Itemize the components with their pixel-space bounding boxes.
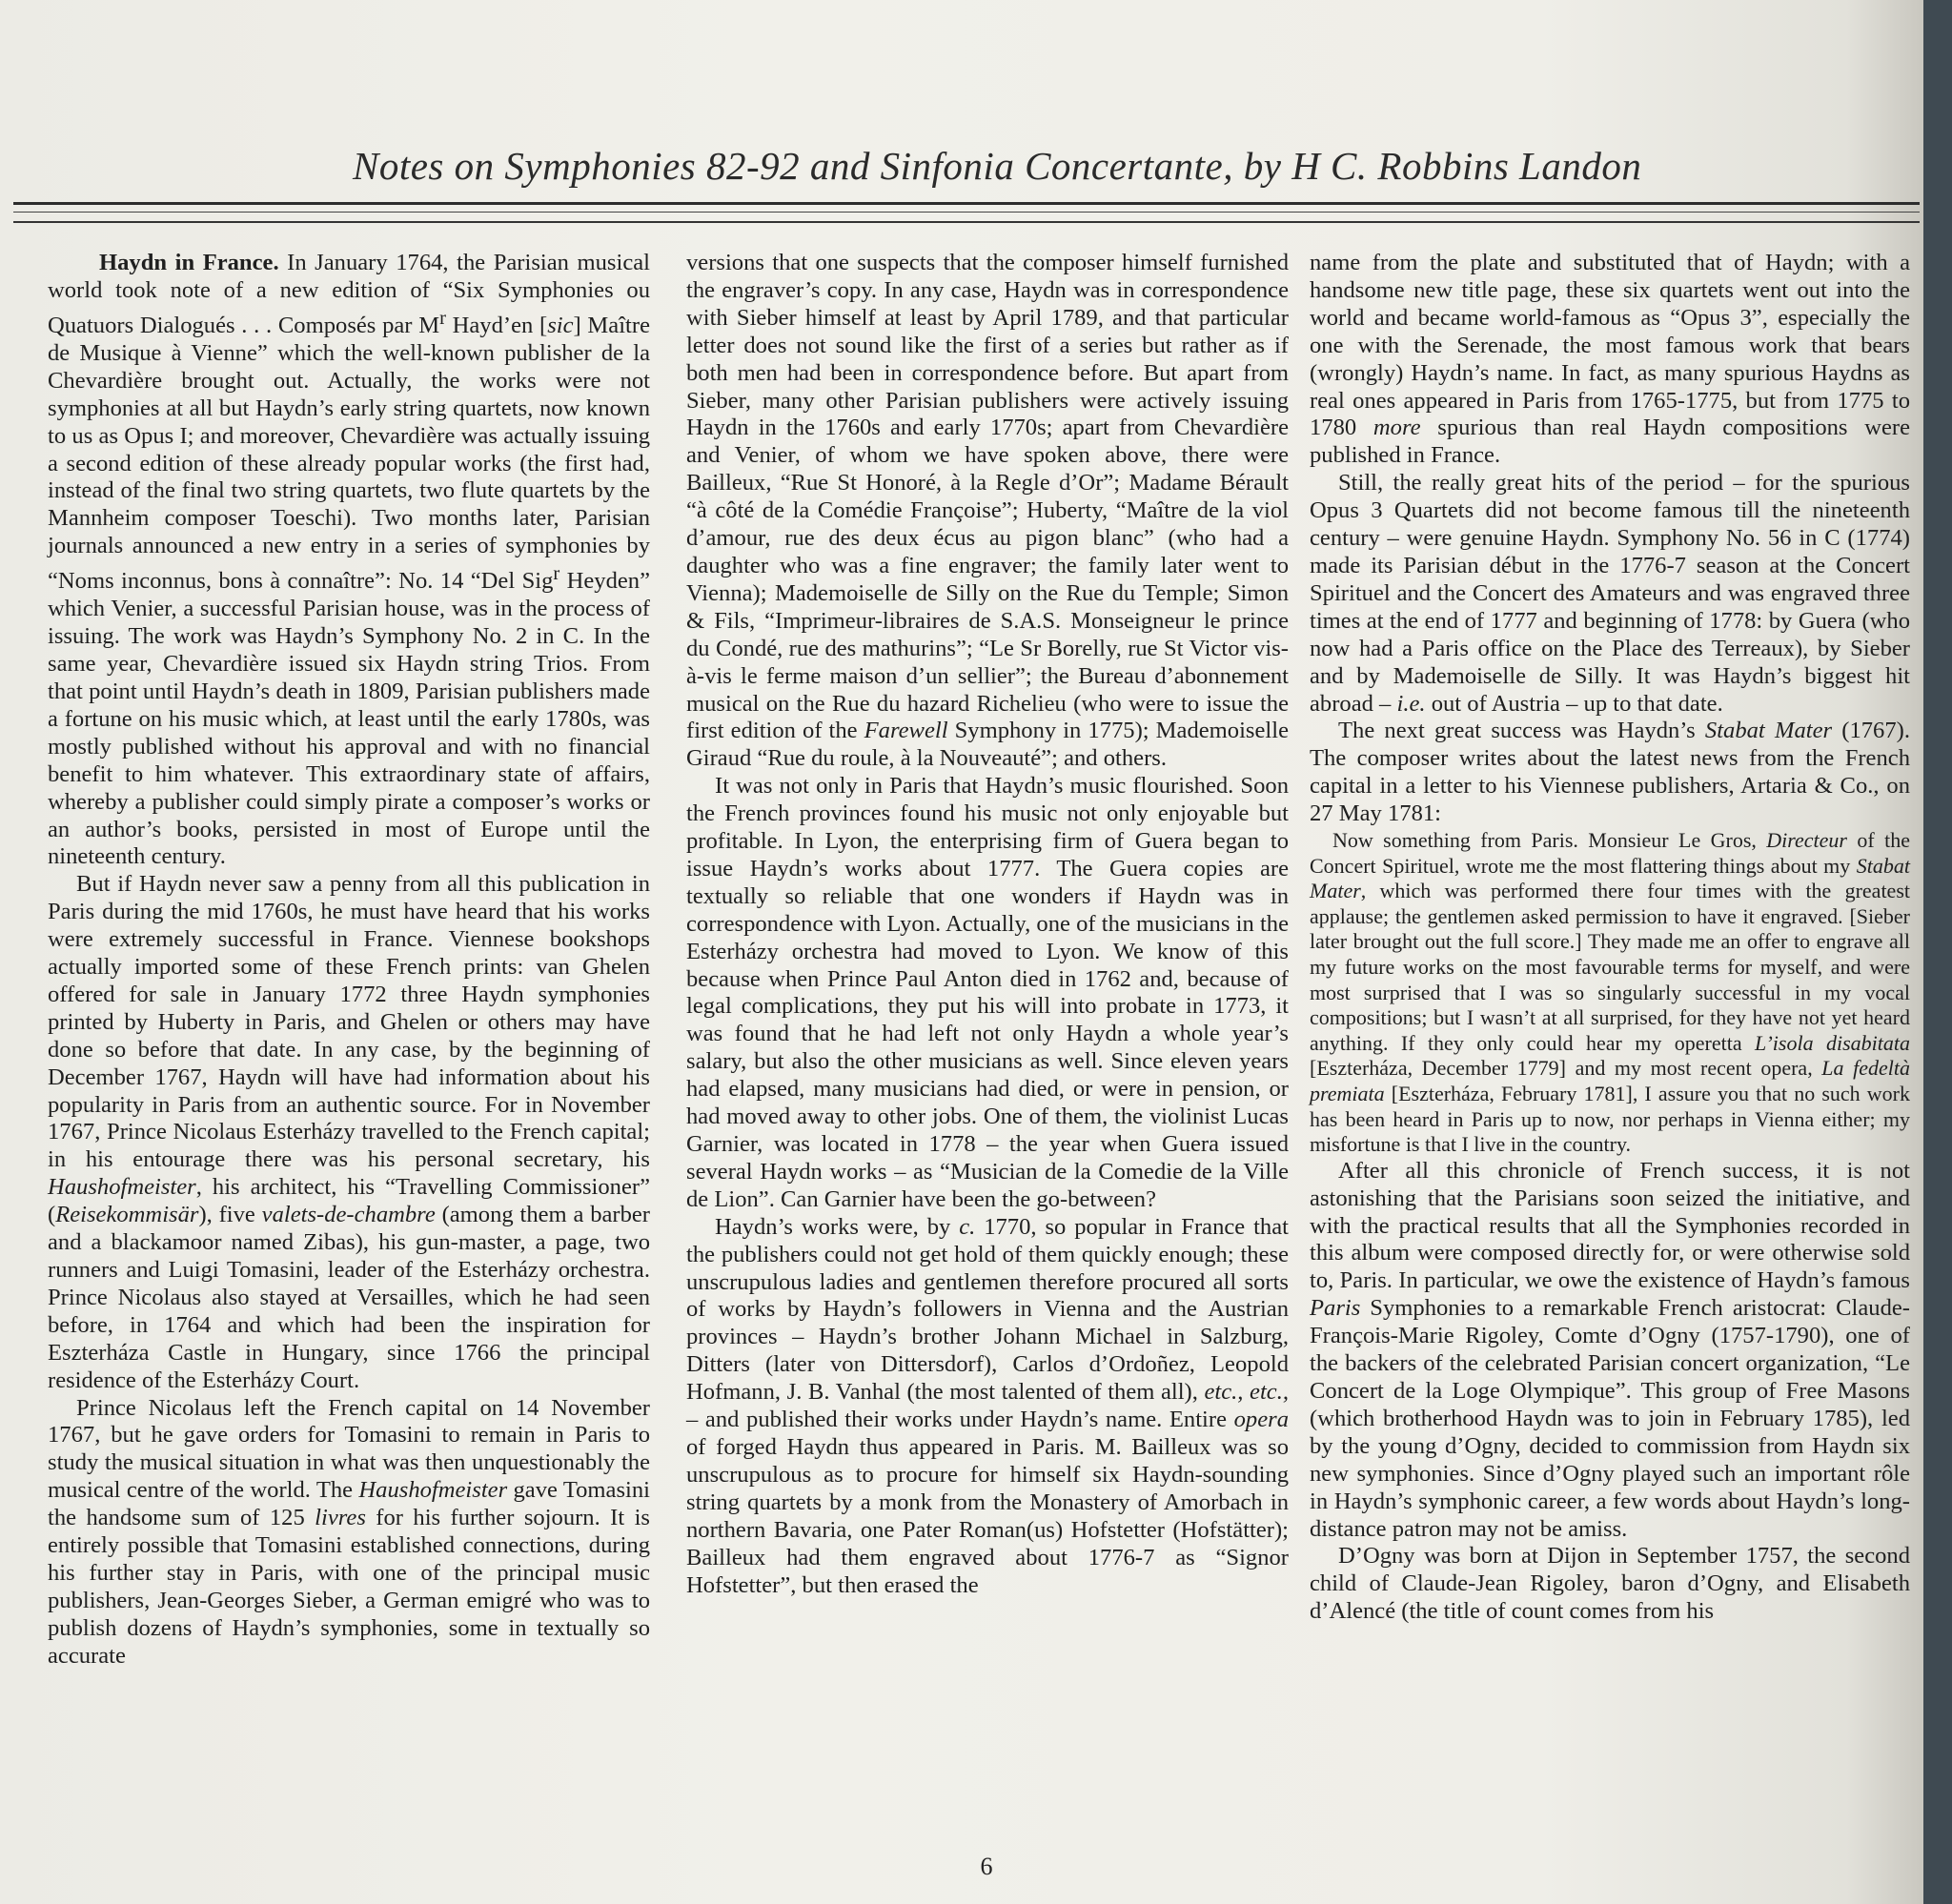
letter-quote: Now something from Paris. Monsieur Le Gros, Directeur of the Concert Spirituel, wrote me the most flattering things about my Stabat Mater, which was performed there four times with the greatest applause; the gentlemen asked permission to have it engraved. [Sieber later brought out the full score.] They made me an offer to engrave all my future works on the most favourable terms for myself, and were most surprised that I was so singularly successful in my vocal compositions; but I wasn’t at all surprised, for they have not yet heard anything. If they only could hear my operetta L’isola disabitata [Eszterháza, December 1779] and my most recent opera, La fedeltà premiata [Eszterháza, February 1781], I assure you that no such work has been heard in Paris up to now, nor perhaps in Vienna either; my misfortune is that I live in the country. (1310, 828, 1910, 1157)
header-rule-thin (13, 212, 1920, 213)
paragraph: D’Ogny was born at Dijon in September 1757, the second child of Claude-Jean Rigoley, baron d’Ogny, and Elisabeth d’Alencé (the title of count comes from his (1310, 1543, 1910, 1625)
text-column-2 (686, 250, 1289, 1599)
paragraph: Prince Nicolaus left the French capital on 14 November 1767, but he gave orders for Tomasini to remain in Paris to study the musical situation in what was then unquestionably the musical centre of the world. The Haushofmeister gave Tomasini the handsome sum of 125 livres for his further sojourn. It is entirely possible that Tomasini established connections, during his further stay in Paris, with one of the principal music publishers, Jean-Georges Sieber, a German emigré who was to publish dozens of Haydn’s symphonies, some in textually so accurate (48, 1394, 650, 1669)
header-rule-thick (13, 202, 1920, 205)
text-column-3 (1310, 250, 1910, 1626)
paragraph: Haydn in France. In January 1764, the Parisian musical world took note of a new edition of “Six Symphonies ou Quatuors Dialogués . . . Composés par $M^r$ Hayd’en [sic] Maître de Musique à Vienne” which the well-known publisher de la Chevardière brought out. Actually, the works were not symphonies at all but Haydn’s early string quartets, now known to us as Opus I; and moreover, Chevardière was actually issuing a second edition of these already popular works (the first had, instead of the final two string quartets, two flute quartets by the Mannheim composer Toeschi). Two months later, Parisian journals announced a new entry in a series of symphonies by “Noms inconnus, bons à connaître”: No. 14 “Del Sig$^r$ Heyden” which Venier, a successful Parisian house, was in the process of issuing. The work was Haydn’s Symphony No. 2 in C. In the same year, Chevardière issued six Haydn string Trios. From that point until Haydn’s death in 1809, Parisian publishers made a fortune on his music which, at least until the early 1780s, was mostly published without his approval and with no financial benefit to him whatever. This extraordinary state of affairs, whereby a publisher could simply pirate a composer’s works or an author’s books, persisted in most of Europe until the nineteenth century. (48, 250, 650, 870)
page-header-title: Notes on Symphonies 82-92 and Sinfonia Concertante, by H C. Robbins Landon (353, 144, 1642, 188)
paragraph: Haydn’s works were, by c. 1770, so popular in France that the publishers could not get hold of them quickly enough; these unscrupulous ladies and gentlemen therefore procured all sorts of works by Haydn’s followers in Vienna and the Austrian provinces – Haydn’s brother Johann Michael in Salzburg, Ditters (later von Dittersdorf), Carlos d’Ordoñez, Leopold Hofmann, J. B. Vanhal (the most talented of them all), etc., etc., – and published their works under Haydn’s name. Entire opera of forged Haydn thus appeared in Paris. M. Bailleux was so unscrupulous as to procure for himself six Haydn-sounding string quartets by a monk from the Monastery of Amorbach in northern Bavaria, one Pater Roman(us) Hofstetter (Hofstätter); Bailleux had them engraved about 1776-7 as “Signor Hofstetter”, but then erased the (686, 1213, 1289, 1598)
paragraph: name from the plate and substituted that of Haydn; with a handsome new title page, these six quartets went out into the world and became world-famous as “Opus 3”, especially the one with the Serenade, the most famous work that bears (wrongly) Haydn’s name. In fact, as many spurious Haydns as real ones appeared in Paris from 1765-1775, but from 1775 to 1780 more spurious than real Haydn compositions were published in France. (1310, 250, 1910, 469)
header-rule-bottom (13, 221, 1920, 223)
page-number: 6 (980, 1853, 993, 1880)
text-column-1 (48, 250, 650, 1671)
paragraph: The next great success was Haydn’s Stabat Mater (1767). The composer writes about the latest news from the French capital in a letter to his Viennese publishers, Artaria & Co., on 27 May 1781: (1310, 718, 1910, 827)
paragraph: After all this chronicle of French success, it is not astonishing that the Parisians soon seized the initiative, and with the practical results that all the Symphonies recorded in this album were composed directly for, or were otherwise sold to, Paris. In particular, we owe the existence of Haydn’s famous Paris Symphonies to a remarkable French aristocrat: Claude-François-Marie Rigoley, Comte d’Ogny (1757-1790), one of the backers of the celebrated Parisian concert organization, “Le Concert de la Loge Olympique”. This group of Free Masons (which brotherhood Haydn was to join in February 1785), led by the young d’Ogny, decided to commission from Haydn six new symphonies. Since d’Ogny played such an important rôle in Haydn’s symphonic career, a few words about Haydn’s long-distance patron may not be amiss. (1310, 1157, 1910, 1542)
paragraph: It was not only in Paris that Haydn’s music flourished. Soon the French provinces found his music not only enjoyable but profitable. In Lyon, the enterprising firm of Guera began to issue Haydn’s works about 1777. The Guera copies are textually so reliable that one wonders if Haydn was in correspondence with Lyon. Actually, one of the musicians in the Esterházy orchestra had moved to Lyon. We know of this because when Prince Paul Anton died in 1762 and, because of legal complications, they put his will into probate in 1773, it was found that he had left not only Haydn a whole year’s salary, but also the other musicians as well. Since eleven years had elapsed, many musicians had died, or were in pension, or had moved away to other jobs. One of them, the violinist Lucas Garnier, was located in 1778 – the year when Guera issued several Haydn works – as “Musician de la Comedie de la Ville de Lion”. Can Garnier have been the go-between? (686, 773, 1289, 1212)
paragraph: But if Haydn never saw a penny from all this publication in Paris during the mid 1760s, he must have heard that his works were extremely successful in France. Viennese bookshops actually imported some of these French prints: van Ghelen offered for sale in January 1772 three Haydn symphonies printed by Huberty in Paris, and Ghelen or others may have done so before that date. In any case, by the beginning of December 1767, Haydn will have had information about his popularity in Paris from an authentic source. For in November 1767, Prince Nicolaus Esterházy travelled to the French capital; in his entourage there was his personal secretary, his Haushofmeister, his architect, his “Travelling Commissioner” (Reisekommisär), five valets-de-chambre (among them a barber and a blackamoor named Zibas), his gun-master, a page, two runners and Luigi Tomasini, leader of the Esterházy orchestra. Prince Nicolaus also stayed at Versailles, which he had seen before, in 1764 and which had been the inspiration for Eszterháza Castle in Hungary, since 1766 the principal residence of the Esterházy Court. (48, 871, 650, 1393)
paragraph: Still, the really great hits of the period – for the spurious Opus 3 Quartets did not become famous till the nineteenth century – were genuine Haydn. Symphony No. 56 in C (1774) made its Parisian début in the 1776-7 season at the Concert Spirituel and the Concert des Amateurs and was engraved three times at the end of 1777 and beginning of 1778: by Guera (who now had a Paris office on the Place des Terreaux), by Sieber and by Mademoiselle de Silly. It was Haydn’s biggest hit abroad – i.e. out of Austria – up to that date. (1310, 470, 1910, 717)
paragraph: versions that one suspects that the composer himself furnished the engraver’s copy. In any case, Haydn was in correspondence with Sieber himself at least by April 1789, and that particular letter does not sound like the first of a series but rather as if both men had been in correspondence before. But apart from Sieber, many other Parisian publishers were actively issuing Haydn in the 1760s and early 1770s; apart from Chevardière and Venier, of whom we have spoken above, there were Bailleux, “Rue St Honoré, à la Regle d’Or”; Madame Bérault “à côté de la Comédie Françoise”; Huberty, “Maître de la viol d’amour, rue des deux écus au pigon blanc” (who had a daughter who was a fine engraver; the family later went to Vienna); Mademoiselle de Silly on the Rue du Temple; Simon & Fils, “Imprimeur-libraires de S.A.S. Monseigneur le prince du Condé, rue des mathurins”; “Le Sr Borelly, rue St Victor vis-à-vis le ferme maison d’un sellier”; the Bureau d’abonnement musical on the Rue du hazard Richelieu (who were to issue the first edition of the Farewell Symphony in 1775); Mademoiselle Giraud “Rue du roule, à la Nouveauté”; and others. (686, 250, 1289, 772)
